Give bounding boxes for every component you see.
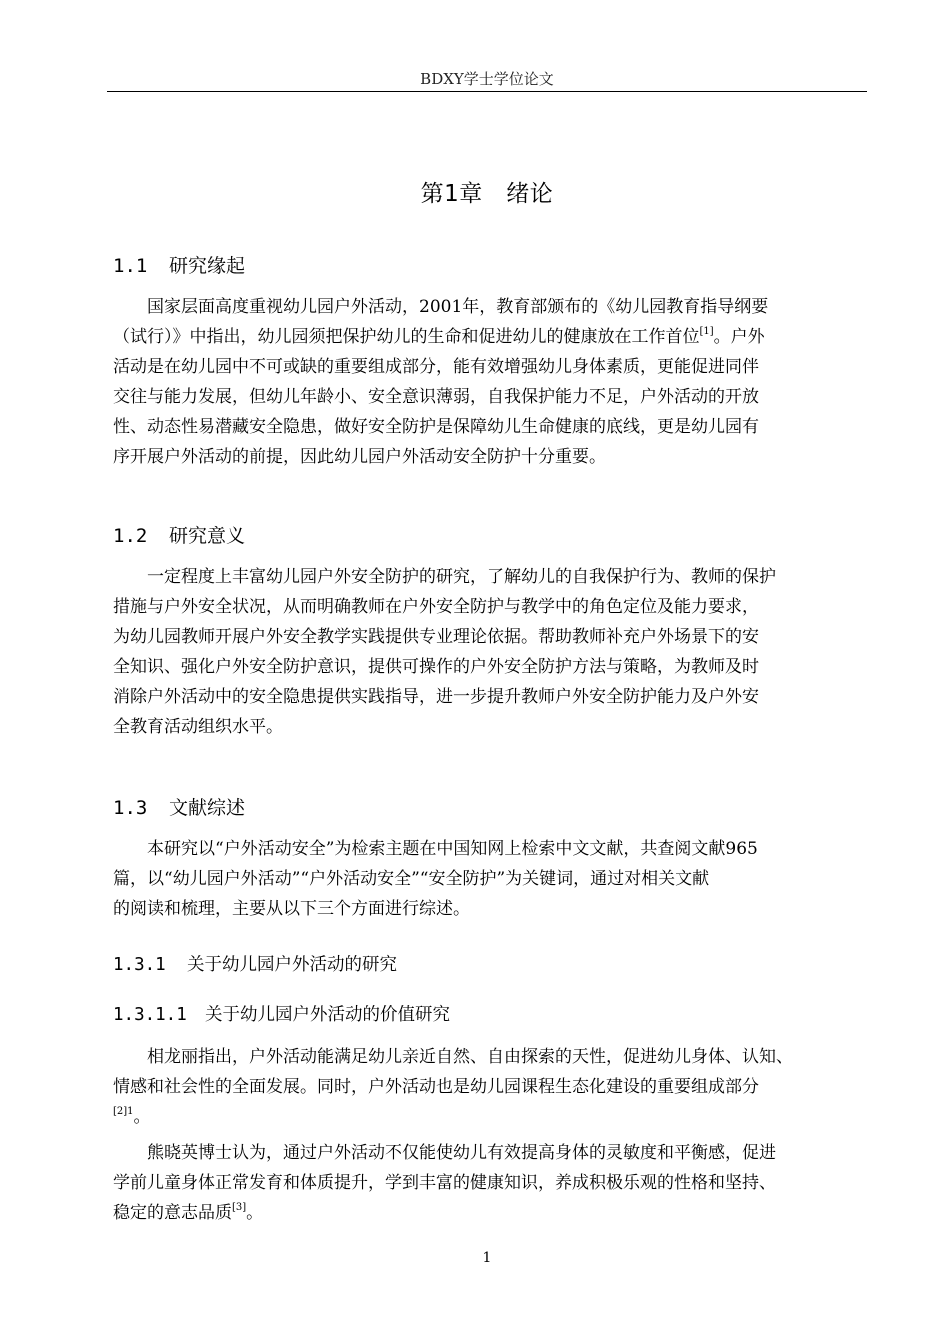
text-line bbox=[113, 1198, 858, 1228]
text-line: 篇，以“幼儿园户外活动”“户外活动安全”“安全防护”为关键词，通过对相关文献 bbox=[113, 869, 710, 889]
section-heading-1-3-1 bbox=[113, 953, 397, 977]
text-line: 全教育活动组织水平。 bbox=[113, 717, 283, 737]
text-segment: 。 bbox=[133, 1107, 151, 1127]
section-title: 文献综述 bbox=[169, 797, 246, 819]
paragraph-value-study-1 bbox=[113, 1042, 858, 1132]
section-number: 1.1 bbox=[113, 255, 148, 277]
text-segment: 。 bbox=[246, 1203, 264, 1223]
text-line: 性、动态性易潜藏安全隐患，做好安全防护是保障幼儿生命健康的底线，更是幼儿园有 bbox=[113, 417, 759, 437]
text-line: 序开展户外活动的前提，因此幼儿园户外活动安全防护十分重要。 bbox=[113, 447, 606, 467]
citation-tail: 1 bbox=[127, 1106, 134, 1117]
text-line: 一定程度上丰富幼儿园户外安全防护的研究，了解幼儿的自我保护行为、教师的保护 bbox=[147, 567, 776, 587]
citation-3: [3] bbox=[232, 1202, 247, 1213]
text-line: 为幼儿园教师开展户外安全教学实践提供专业理论依据。帮助教师补充户外场景下的安 bbox=[113, 627, 759, 647]
text-line: 相龙丽指出，户外活动能满足幼儿亲近自然、自由探索的天性，促进幼儿身体、认知、 bbox=[147, 1047, 793, 1067]
paragraph-research-significance bbox=[113, 562, 858, 742]
section-number: 1.3 bbox=[113, 797, 148, 819]
section-number: 1.3.1 bbox=[113, 955, 166, 975]
section-heading-1-2 bbox=[113, 523, 245, 549]
section-title: 关于幼儿园户外活动的研究 bbox=[187, 955, 397, 975]
text-line: 消除户外活动中的安全隐患提供实践指导，进一步提升教师户外安全防护能力及户外安 bbox=[113, 687, 759, 707]
section-title: 研究意义 bbox=[169, 525, 246, 547]
text-line: 全知识、强化户外安全防护意识，提供可操作的户外安全防护方法与策略，为教师及时 bbox=[113, 657, 759, 677]
section-title: 关于幼儿园户外活动的价值研究 bbox=[205, 1005, 450, 1025]
text-line: 措施与户外安全状况，从而明确教师在户外安全防护与教学中的角色定位及能力要求， bbox=[113, 597, 759, 617]
chapter-title: 第1章 绪论 bbox=[420, 181, 554, 207]
running-header: BDXY学士学位论文 bbox=[420, 70, 554, 88]
section-number: 1.3.1.1 bbox=[113, 1005, 187, 1025]
paragraph-literature-review bbox=[113, 834, 858, 924]
text-line: 国家层面高度重视幼儿园户外活动，2001年，教育部颁布的《幼儿园教育指导纲要 bbox=[147, 297, 769, 317]
text-line: 熊晓英博士认为，通过户外活动不仅能使幼儿有效提高身体的灵敏度和平衡感，促进 bbox=[147, 1143, 776, 1163]
citation-2: [2] bbox=[113, 1106, 128, 1117]
text-line: 本研究以“户外活动安全”为检索主题在中国知网上检索中文文献，共查阅文献965 bbox=[147, 839, 758, 859]
header-rule bbox=[107, 91, 867, 92]
section-heading-1-1 bbox=[113, 253, 245, 279]
text-segment: 稳定的意志品质 bbox=[113, 1203, 232, 1223]
text-line: 的阅读和梳理，主要从以下三个方面进行综述。 bbox=[113, 899, 470, 919]
text-line: 交往与能力发展，但幼儿年龄小、安全意识薄弱，自我保护能力不足，户外活动的开放 bbox=[113, 387, 759, 407]
text-line: 情感和社会性的全面发展。同时，户外活动也是幼儿园课程生态化建设的重要组成部分 bbox=[113, 1077, 759, 1097]
section-heading-1-3 bbox=[113, 795, 245, 821]
text-segment: （试行）》中指出，幼儿园须把保护幼儿的生命和促进幼儿的健康放在工作首位 bbox=[113, 327, 700, 347]
text-line: 学前儿童身体正常发育和体质提升，学到丰富的健康知识，养成积极乐观的性格和坚持、 bbox=[113, 1173, 776, 1193]
text-line bbox=[113, 322, 858, 352]
section-title: 研究缘起 bbox=[169, 255, 246, 277]
text-segment: 。户外 bbox=[713, 327, 765, 347]
section-number: 1.2 bbox=[113, 525, 148, 547]
text-line bbox=[113, 1102, 858, 1132]
paragraph-research-origin bbox=[113, 292, 858, 472]
page-number: 1 bbox=[482, 1250, 492, 1266]
section-heading-1-3-1-1 bbox=[113, 1003, 450, 1027]
paragraph-value-study-2 bbox=[113, 1138, 858, 1228]
citation-1: [1] bbox=[699, 326, 714, 337]
text-line: 活动是在幼儿园中不可或缺的重要组成部分，能有效增强幼儿身体素质，更能促进同伴 bbox=[113, 357, 759, 377]
